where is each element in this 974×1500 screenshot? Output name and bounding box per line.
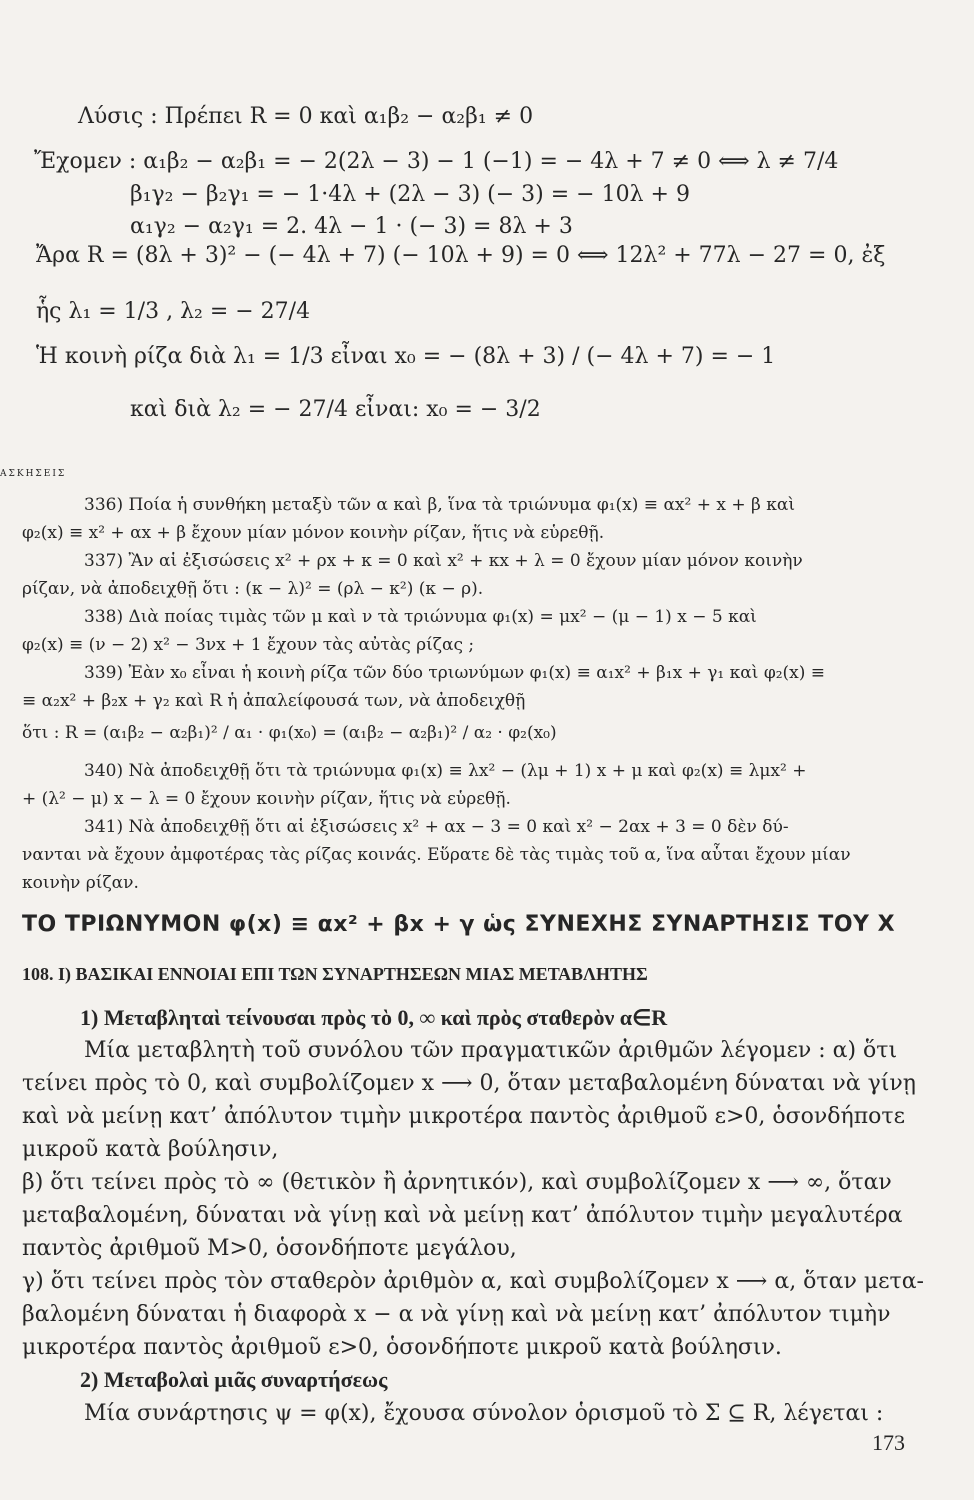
exercise-340-line-1: 340) Νὰ ἀποδειχθῇ ὅτι τὰ τριώνυμα φ₁(x) ≡ λx² − (λμ + 1) x + μ καὶ φ₂(x) ≡ λμx² + bbox=[84, 761, 807, 781]
exercise-339-line-2: ≡ α₂x² + β₂x + γ₂ καὶ R ἡ ἀπαλείφουσά των, νὰ ἀποδειχθῇ bbox=[22, 691, 526, 711]
solution-line-3: β₁γ₂ − β₂γ₁ = − 1·4λ + (2λ − 3) (− 3) = − 10λ + 9 bbox=[130, 182, 690, 207]
exercise-337-line-2: ρίζαν, νὰ ἀποδειχθῇ ὅτι : (κ − λ)² = (ρλ − κ²) (κ − ρ). bbox=[22, 579, 484, 599]
exercise-337-line-1: 337) Ἂν αἱ ἐξισώσεις x² + ρx + κ = 0 καὶ x² + κx + λ = 0 ἔχουν μίαν μόνον κοινὴν bbox=[84, 551, 803, 571]
exercise-336-line-1: 336) Ποία ἡ συνθήκη μεταξὺ τῶν α καὶ β, ἵνα τὰ τριώνυμα φ₁(x) ≡ αx² + x + β καὶ bbox=[84, 495, 796, 515]
solution-line-2: Ἔχομεν : α₁β₂ − α₂β₁ = − 2(2λ − 3) − 1 (−1) = − 4λ + 7 ≠ 0 ⟺ λ ≠ 7/4 bbox=[34, 149, 839, 174]
body-line-7: παντὸς ἀριθμοῦ M>0, ὁσονδήποτε μεγάλου, bbox=[22, 1236, 517, 1261]
solution-line-1: Λύσις : Πρέπει R = 0 καὶ α₁β₂ − α₂β₁ ≠ 0 bbox=[78, 104, 534, 129]
solution-line-8: καὶ διὰ λ₂ = − 27/4 εἶναι: x₀ = − 3/2 bbox=[130, 397, 541, 422]
chapter-title: ΤΟ ΤΡΙΩΝΥΜΟΝ φ(x) ≡ αx² + βx + γ ὡς ΣΥΝΕΧΗΣ ΣΥΝΑΡΤΗΣΙΣ ΤΟΥ Χ bbox=[22, 912, 896, 937]
exercise-340-line-2: + (λ² − μ) x − λ = 0 ἔχουν κοινὴν ρίζαν, ἥτις νὰ εὑρεθῇ. bbox=[22, 789, 511, 809]
body-line-9: βαλομένη δύναται ἡ διαφορὰ x − α νὰ γίνῃ καὶ νὰ μείνῃ κατ’ ἀπόλυτον τιμὴν bbox=[22, 1302, 891, 1327]
exercise-341-line-2: νανται νὰ ἔχουν ἀμφοτέρας τὰς ρίζας κοινάς. Εὕρατε δὲ τὰς τιμὰς τοῦ α, ἵνα αὗται ἔχουν μίαν bbox=[22, 845, 851, 865]
exercise-338-line-2: φ₂(x) ≡ (ν − 2) x² − 3νx + 1 ἔχουν τὰς αὐτὰς ρίζας ; bbox=[22, 635, 475, 655]
body-line-8: γ) ὅτι τείνει πρὸς τὸν σταθερὸν ἀριθμὸν α, καὶ συμβολίζομεν x ⟶ α, ὅταν μετα- bbox=[22, 1269, 924, 1294]
body-line-5: β) ὅτι τείνει πρὸς τὸ ∞ (θετικὸν ἢ ἀρνητικόν), καὶ συμβολίζομεν x ⟶ ∞, ὅταν bbox=[22, 1170, 892, 1195]
solution-line-5: Ἄρα R = (8λ + 3)² − (− 4λ + 7) (− 10λ + 9) = 0 ⟺ 12λ² + 77λ − 27 = 0, ἐξ bbox=[36, 243, 886, 268]
body-line-2: τείνει πρὸς τὸ 0, καὶ συμβολίζομεν x ⟶ 0, ὅταν μεταβαλομένη δύναται νὰ γίνῃ bbox=[22, 1071, 916, 1096]
solution-line-7: Ἡ κοινὴ ρίζα διὰ λ₁ = 1/3 εἶναι x₀ = − (8λ + 3) / (− 4λ + 7) = − 1 bbox=[36, 344, 776, 369]
exercise-336-line-2: φ₂(x) ≡ x² + αx + β ἔχουν μίαν μόνον κοινὴν ρίζαν, ἥτις νὰ εὑρεθῇ. bbox=[22, 523, 605, 543]
body-line-4: μικροῦ κατὰ βούλησιν, bbox=[22, 1137, 279, 1162]
body-last-line: Μία συνάρτησις ψ = φ(x), ἔχουσα σύνολον ὁρισμοῦ τὸ Σ ⊆ R, λέγεται : bbox=[84, 1401, 884, 1426]
solution-line-4: α₁γ₂ − α₂γ₁ = 2. 4λ − 1 · (− 3) = 8λ + 3 bbox=[130, 214, 573, 239]
section-title: 108. Ι) ΒΑΣΙΚΑΙ ΕΝΝΟΙΑΙ ΕΠΙ ΤΩΝ ΣΥΝΑΡΤΗΣΕΩΝ ΜΙΑΣ ΜΕΤΑΒΛΗΤΗΣ bbox=[22, 964, 648, 984]
page-number: 173 bbox=[872, 1430, 905, 1455]
exercise-341-line-1: 341) Νὰ ἀποδειχθῇ ὅτι αἱ ἐξισώσεις x² + αx − 3 = 0 καὶ x² − 2αx + 3 = 0 δὲν δύ- bbox=[84, 817, 789, 837]
solution-line-6: ἧς λ₁ = 1/3 , λ₂ = − 27/4 bbox=[36, 299, 311, 324]
exercise-339-line-1: 339) Ἐὰν x₀ εἶναι ἡ κοινὴ ρίζα τῶν δύο τριωνύμων φ₁(x) ≡ α₁x² + β₁x + γ₁ καὶ φ₂(x) ≡ bbox=[84, 663, 826, 683]
exercise-341-line-3: κοινὴν ρίζαν. bbox=[22, 873, 139, 893]
subsection-1-title: 1) Μεταβληταὶ τείνουσαι πρὸς τὸ 0, ∞ καὶ πρὸς σταθερὸν α∈R bbox=[80, 1005, 668, 1030]
body-line-10: μικροτέρα παντὸς ἀριθμοῦ ε>0, ὁσονδήποτε μικροῦ κατὰ βούλησιν. bbox=[22, 1335, 782, 1360]
body-line-1: Μία μεταβλητὴ τοῦ συνόλου τῶν πραγματικῶν ἀριθμῶν λέγομεν : α) ὅτι bbox=[84, 1038, 898, 1063]
body-line-3: καὶ νὰ μείνῃ κατ’ ἀπόλυτον τιμὴν μικροτέρα παντὸς ἀριθμοῦ ε>0, ὁσονδήποτε bbox=[22, 1104, 905, 1129]
body-line-6: μεταβαλομένη, δύναται νὰ γίνῃ καὶ νὰ μείνῃ κατ’ ἀπόλυτον τιμὴν μεγαλυτέρα bbox=[22, 1203, 903, 1228]
exercise-338-line-1: 338) Διὰ ποίας τιμὰς τῶν μ καὶ ν τὰ τριώνυμα φ₁(x) = μx² − (μ − 1) x − 5 καὶ bbox=[84, 607, 757, 627]
exercises-title: ΑΣΚΗΣΕΙΣ bbox=[0, 469, 67, 479]
subsection-2-title: 2) Μεταβολαὶ μιᾶς συναρτήσεως bbox=[80, 1367, 388, 1392]
exercise-339-line-3: ὅτι : R = (α₁β₂ − α₂β₁)² / α₁ · φ₁(x₀) = (α₁β₂ − α₂β₁)² / α₂ · φ₂(x₀) bbox=[22, 723, 557, 743]
